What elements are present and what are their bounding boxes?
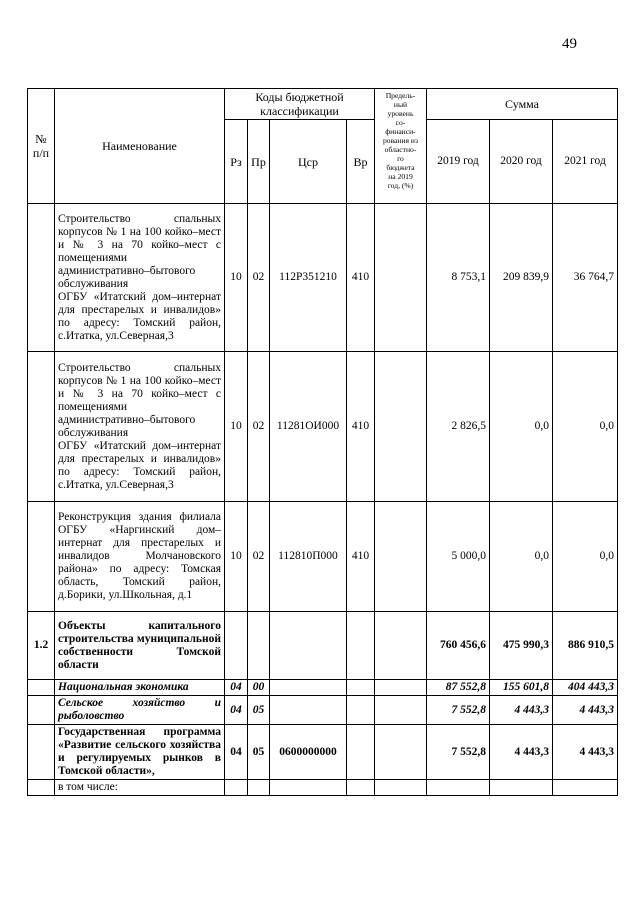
row-level (375, 502, 427, 612)
row-rz: 04 (225, 725, 248, 780)
row-level (375, 696, 427, 725)
row-vr (347, 612, 375, 680)
row-name: Строительство спальных корпусов № 1 на 100 койко–мест и № 3 на 70 койко–мест с помещениями административно–бытового обслуживания ОГБУ «Итатский дом–интернат для престарелых и инвалидов» по адресу: Томский район, с.Итатка, ул.Северная,3 (55, 352, 225, 502)
row-name: Строительство спальных корпусов № 1 на 100 койко–мест и № 3 на 70 койко–мест с помещениями административно–бытового обслуживания ОГБУ «Итатский дом–интернат для престарелых и инвалидов» по адресу: Томский район, с.Итатка, ул.Северная,3 (55, 204, 225, 352)
row-2020: 0,0 (490, 352, 553, 502)
row-2021: 4 443,3 (553, 725, 618, 780)
table-row (28, 725, 618, 780)
table-row (28, 780, 618, 796)
table-row (28, 680, 618, 696)
row-2021: 404 443,3 (553, 680, 618, 696)
row-level (375, 612, 427, 680)
row-name: Объекты капитального строительства муниципальной собственности Томской области (55, 612, 225, 680)
row-2019: 5 000,0 (427, 502, 490, 612)
table-row (28, 352, 618, 502)
row-name: в том числе: (55, 780, 225, 796)
header-2021: 2021 год (553, 120, 618, 204)
row-num (28, 725, 55, 780)
header-pr: Пр (248, 120, 270, 204)
table-row (28, 502, 618, 612)
row-2019: 7 552,8 (427, 696, 490, 725)
row-2021: 36 764,7 (553, 204, 618, 352)
header-2020: 2020 год (490, 120, 553, 204)
row-level (375, 725, 427, 780)
header-vr: Вр (347, 120, 375, 204)
row-rz: 04 (225, 696, 248, 725)
row-2021: 0,0 (553, 352, 618, 502)
row-pr: 05 (248, 696, 270, 725)
row-num (28, 780, 55, 796)
header-2019: 2019 год (427, 120, 490, 204)
row-vr: 410 (347, 352, 375, 502)
row-pr: 05 (248, 725, 270, 780)
row-vr: 410 (347, 502, 375, 612)
table-row (28, 204, 618, 352)
row-2021: 0,0 (553, 502, 618, 612)
row-pr (248, 612, 270, 680)
row-2020: 475 990,3 (490, 612, 553, 680)
row-name: Сельское хозяйство и рыболовство (55, 696, 225, 725)
header-codes: Коды бюджетной классификации (225, 89, 375, 120)
row-2020: 0,0 (490, 502, 553, 612)
row-vr (347, 696, 375, 725)
row-2019: 7 552,8 (427, 725, 490, 780)
header-name: Наименование (55, 89, 225, 204)
row-2019 (427, 780, 490, 796)
row-rz: 10 (225, 352, 248, 502)
header-level: Предель- ный уровень со- финанси- рования из областно- го бюджета на 2019 год, (%) (375, 89, 427, 204)
row-2020: 4 443,3 (490, 696, 553, 725)
row-pr: 02 (248, 352, 270, 502)
row-2020: 209 839,9 (490, 204, 553, 352)
row-pr: 00 (248, 680, 270, 696)
row-2021 (553, 780, 618, 796)
row-2019: 87 552,8 (427, 680, 490, 696)
row-vr (347, 680, 375, 696)
row-level (375, 780, 427, 796)
table-row (28, 612, 618, 680)
row-rz: 04 (225, 680, 248, 696)
header-num: № п/п (28, 89, 55, 204)
row-pr: 02 (248, 204, 270, 352)
row-2020 (490, 780, 553, 796)
row-2020: 155 601,8 (490, 680, 553, 696)
row-name: Государственная программа «Развитие сельского хозяйства и регулируемых рынков в Томской области», (55, 725, 225, 780)
row-csr: 0600000000 (270, 725, 347, 780)
row-2019: 2 826,5 (427, 352, 490, 502)
page-number: 49 (562, 36, 577, 52)
header-csr: Цср (270, 120, 347, 204)
row-rz: 10 (225, 502, 248, 612)
row-csr (270, 680, 347, 696)
row-rz: 10 (225, 204, 248, 352)
row-num (28, 502, 55, 612)
row-vr (347, 725, 375, 780)
row-level (375, 204, 427, 352)
row-csr: 112810П000 (270, 502, 347, 612)
row-csr (270, 780, 347, 796)
row-vr (347, 780, 375, 796)
row-2019: 760 456,6 (427, 612, 490, 680)
header-rz: Рз (225, 120, 248, 204)
row-2020: 4 443,3 (490, 725, 553, 780)
table-row (28, 696, 618, 725)
row-2019: 8 753,1 (427, 204, 490, 352)
row-csr (270, 612, 347, 680)
row-csr (270, 696, 347, 725)
row-name: Реконструкция здания филиала ОГБУ «Наргинский дом–интернат для престарелых и инвалидов Молчановского района» по адресу: Томская область, Томский район, д.Борики, ул.Школьная, д.1 (55, 502, 225, 612)
row-name: Национальная экономика (55, 680, 225, 696)
row-level (375, 680, 427, 696)
row-level (375, 352, 427, 502)
row-num (28, 696, 55, 725)
row-2021: 4 443,3 (553, 696, 618, 725)
row-vr: 410 (347, 204, 375, 352)
budget-table (27, 88, 618, 796)
row-rz (225, 780, 248, 796)
row-csr: 112P351210 (270, 204, 347, 352)
row-num: 1.2 (28, 612, 55, 680)
row-csr: 11281ОИ000 (270, 352, 347, 502)
row-rz (225, 612, 248, 680)
row-pr: 02 (248, 502, 270, 612)
row-num (28, 352, 55, 502)
row-num (28, 680, 55, 696)
row-num (28, 204, 55, 352)
header-sum: Сумма (427, 89, 618, 120)
row-pr (248, 780, 270, 796)
row-2021: 886 910,5 (553, 612, 618, 680)
